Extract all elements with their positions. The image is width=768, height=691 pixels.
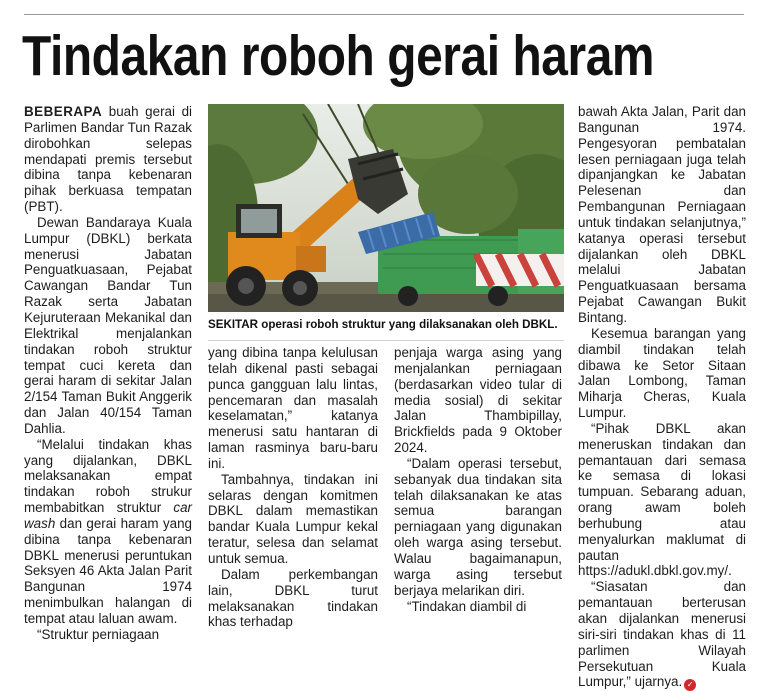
photo-caption: SEKITAR operasi roboh struktur yang dilaksanakan oleh DBKL.: [208, 314, 564, 341]
paragraph: “Pihak DBKL akan meneruskan tindakan dan pemantauan dari semasa ke semasa di lokasi tumpuan. Sebarang aduan, orang awam boleh berhubung atau menyalurkan maklumat di pautan https://adukl.dbkl.gov.my/.: [578, 420, 746, 579]
photo-illustration: [208, 104, 564, 312]
news-photo: [208, 104, 564, 312]
paragraph: yang dibina tanpa kelulusan telah dikenal pasti sebagai punca gangguan lalu lintas, pencemaran dan masalah keselamatan,” katanya menerusi satu hantaran di laman rasminya baru-baru ini.: [208, 345, 378, 471]
paragraph: BEBERAPA buah gerai di Parlimen Bandar Tun Razak dirobohkan selepas mendapati premis tersebut dibina tanpa kebenaran pihak berkuasa tempatan (PBT).: [24, 104, 192, 215]
headline: Tindakan roboh gerai haram: [22, 24, 655, 88]
paragraph: Dewan Bandaraya Kuala Lumpur (DBKL) berkata menerusi Jabatan Penguatkuasaan, Pejabat Cawangan Bandar Tun Razak serta Jabatan Kejuruteraan Mekanikal dan Elektrikal menjalankan tindakan roboh struktur tempat cuci kereta dan gerai haram di sekitar Jalan 2/154 Taman Bukit Anggerik dan Jalan 40/154 Taman Dahlia.: [24, 214, 192, 436]
italic-term: car wash: [24, 500, 192, 531]
paragraph: “Dalam operasi tersebut, sebanyak dua tindakan sita telah dilaksanakan ke atas semua barangan perniagaan yang digunakan oleh warga asing tersebut. Walau bagaimanapun, warga asing tersebut berjaya melarikan diri.: [394, 455, 562, 598]
lead-word: BEBERAPA: [24, 104, 103, 119]
paragraph: “Struktur perniagaan: [37, 626, 160, 642]
paragraph: Dalam perkembangan lain, DBKL turut melaksanakan tindakan khas terhadap: [208, 566, 378, 630]
paragraph: penjaja warga asing yang menjalankan perniagaan (berdasarkan video tular di media sosial) di sekitar Jalan Thambipillay, Brickfields pada 9 Oktober 2024.: [394, 345, 562, 456]
paragraph: Kesemua barangan yang diambil tindakan telah dibawa ke Setor Sitaan Jalan Lombong, Taman Miharja Cheras, Kuala Lumpur.: [578, 325, 746, 421]
article-column-3: [394, 345, 562, 614]
paragraph: “Siasatan dan pemantauan berterusan akan dijalankan menerusi siri-siri tindakan khas di 11 parlimen Wilayah Persekutuan Kuala Lumpur,” ujarnya. ✓: [578, 579, 746, 690]
paragraph: “Tindakan diambil di: [407, 598, 527, 614]
article-column-4: [578, 104, 746, 691]
paragraph: Tambahnya, tindakan ini selaras dengan komitmen DBKL dalam memastikan bandar Kuala Lumpur kekal teratur, selesa dan selamat untuk semua.: [208, 471, 378, 566]
top-rule: [24, 14, 744, 15]
article-column-1: [24, 104, 192, 643]
article-column-2: [208, 345, 378, 630]
end-mark-icon: ✓: [684, 679, 696, 691]
paragraph: “Melalui tindakan khas yang dijalankan, DBKL melaksanakan empat tindakan roboh strukur membabitkan struktur car wash dan gerai haram yang dibina tanpa kebenaran DBKL menerusi peruntukan Seksyen 46 Akta Jalan Parit Bangunan 1974 menimbulkan halangan di tempat atau laluan awam.: [24, 436, 192, 626]
paragraph: bawah Akta Jalan, Parit dan Bangunan 1974. Pengesyoran pembatalan lesen perniagaan juga telah dipanjangkan ke Jabatan Pelesenan dan Pembangunan Perniagaan untuk tindakan selanjutnya,” katanya operasi tersebut dijalankan oleh DBKL melalui Jabatan Penguatkuasaan bersama Pejabat Cawangan Bukit Bintang.: [578, 104, 746, 325]
